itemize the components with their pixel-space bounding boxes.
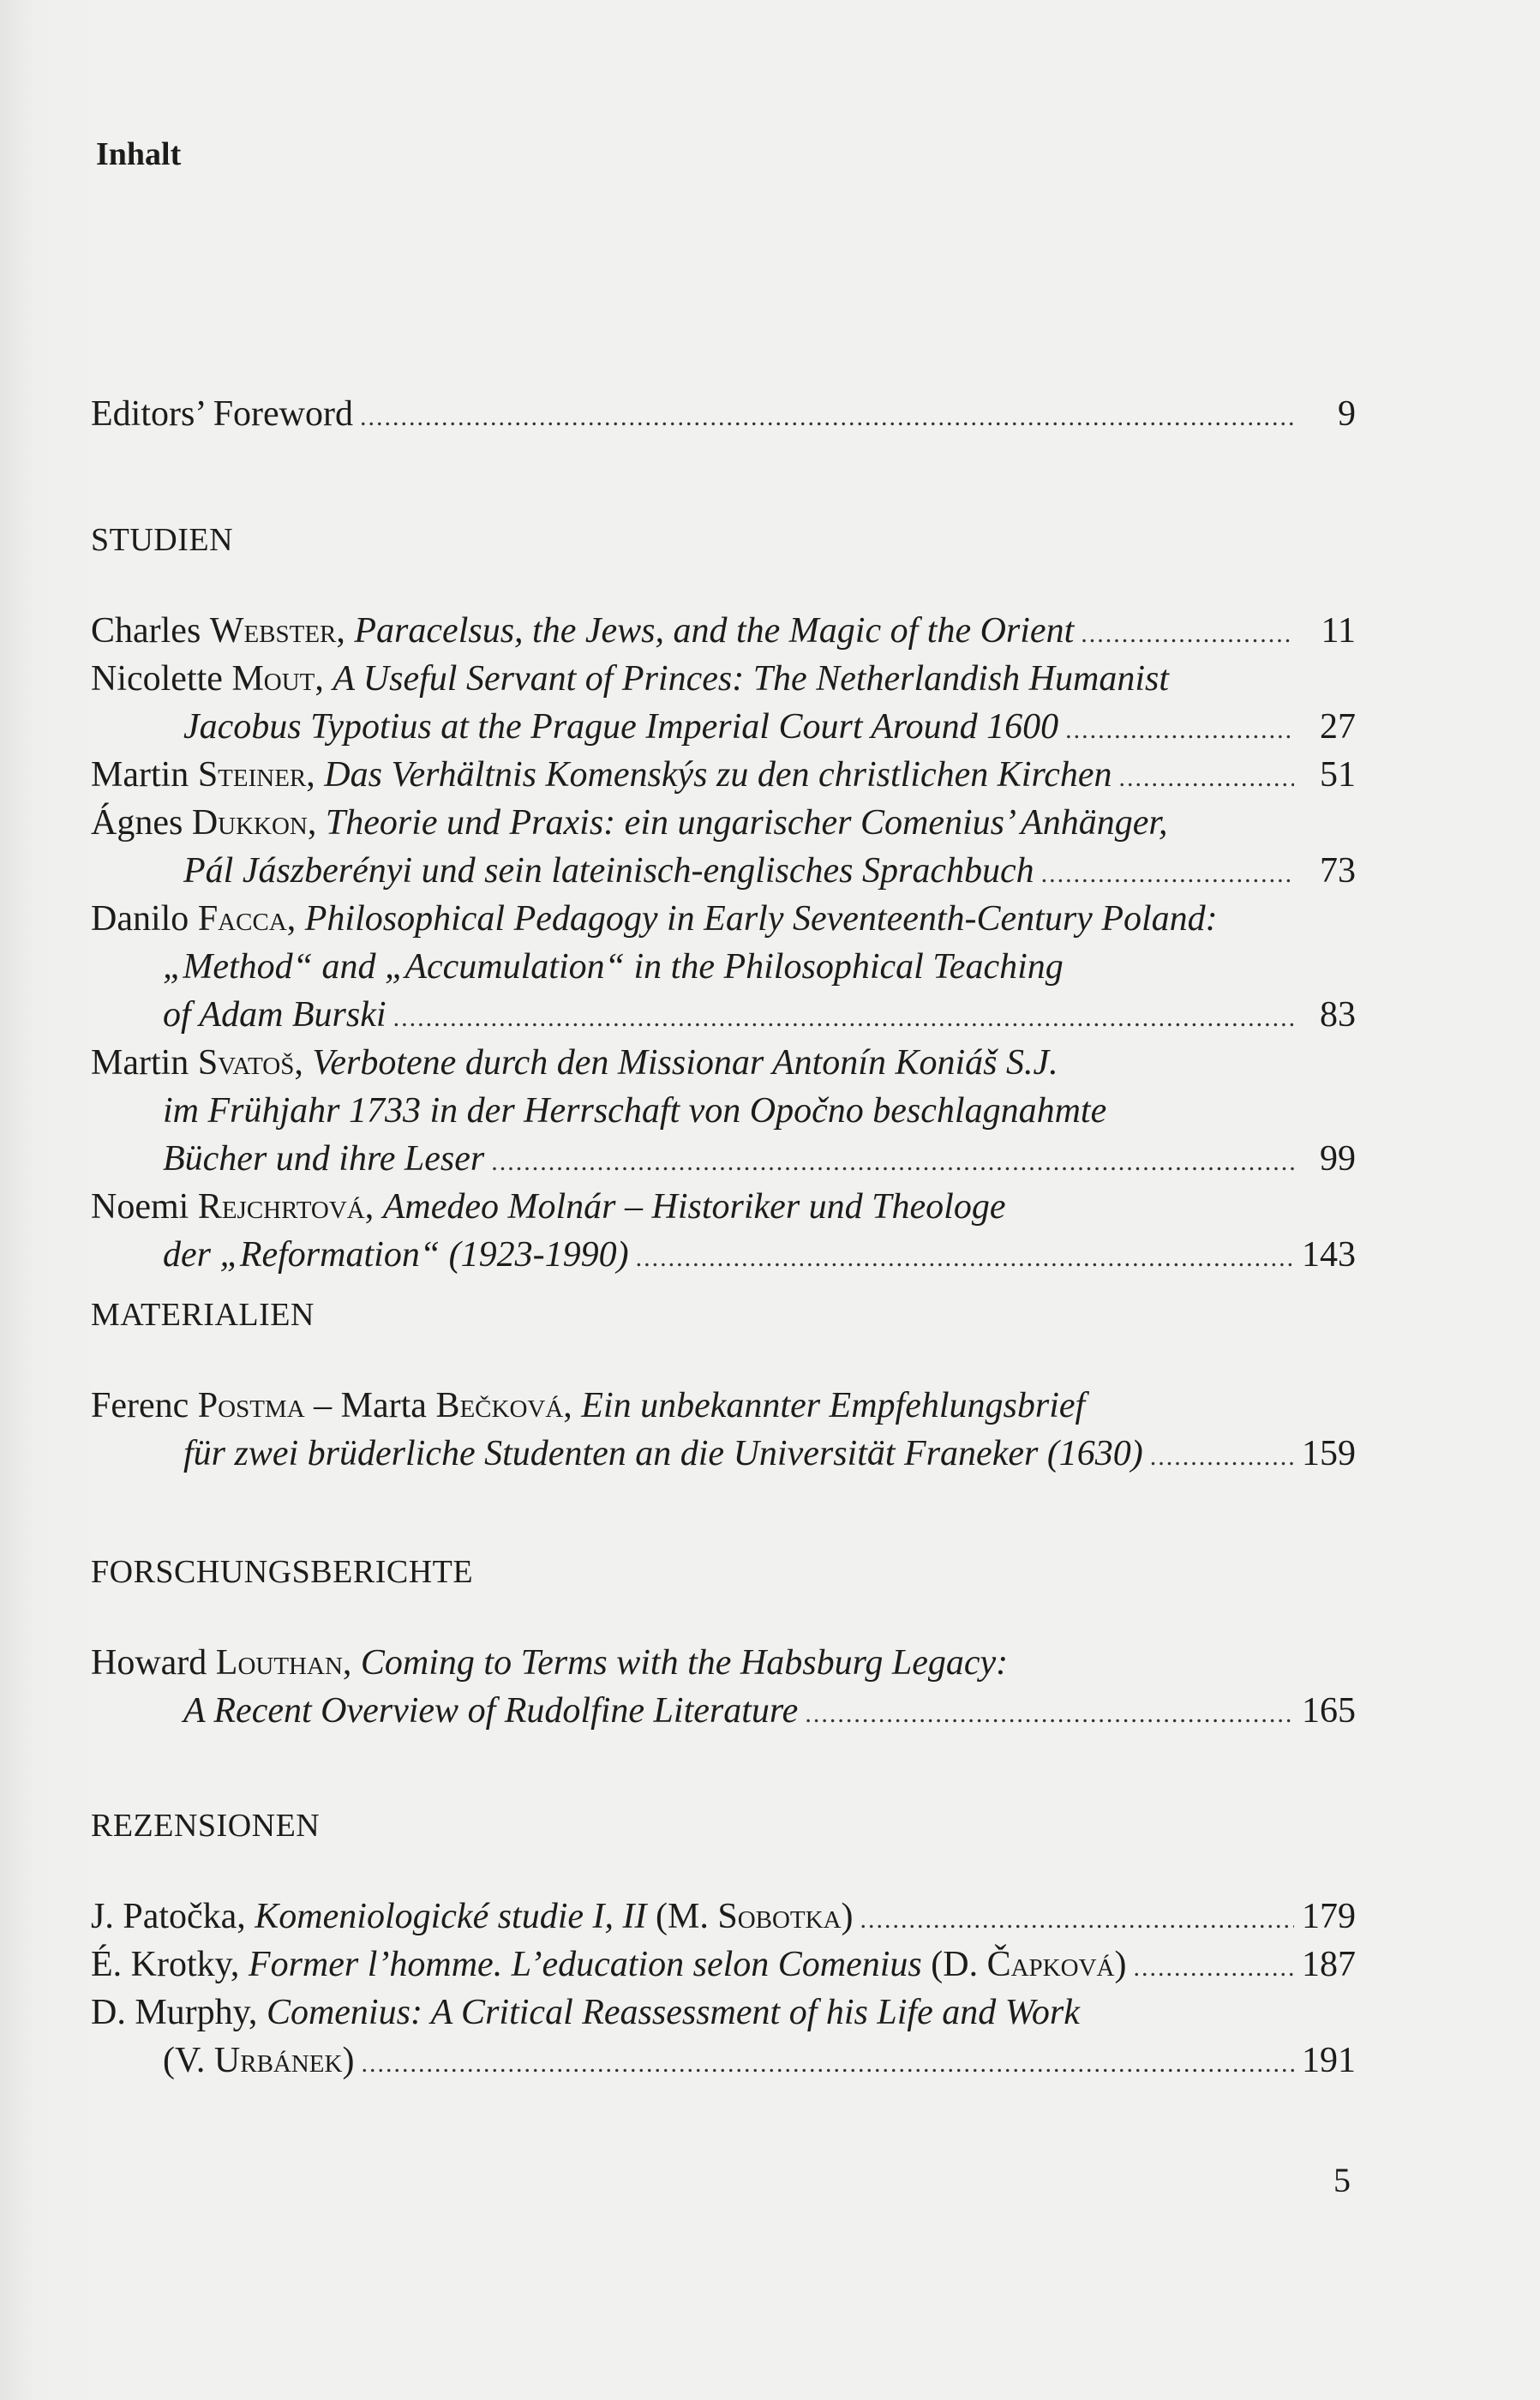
entry-title: Theorie und Praxis: ein ungarischer Comenius’ Anhänger, [325,803,1168,843]
review-author: J. Patočka, [91,1897,246,1936]
author-surname: Bečková, [435,1386,572,1425]
entry-title: Das Verhältnis Komenskýs zu den christlichen Kirchen [324,755,1112,795]
author-surname: Rejchrtová, [197,1187,375,1227]
entry-title: Comenius: A Critical Reassessment of his Life and Work [266,1993,1080,2032]
toc-entry[interactable]: Martin Svatoš, Verbotene durch den Missionar Antonín Koniáš S.J. im Frühjahr 1733 in der Herrschaft von Opočno beschlagnahmte Bücher und ihre Leser ..... 99 [91,1039,1356,1183]
page-number: 9 [1338,394,1356,434]
page-number: 51 [1320,755,1356,795]
toc-entry-foreword[interactable] [91,390,1356,438]
dot-leader [1150,1433,1294,1481]
toc-entry[interactable]: É. Krotky, Former l’homme. L’education selon Comenius (D. Čapková ) ..... 187 [91,1941,1356,1989]
entry-title: Komeniologické studie I, II [255,1897,647,1936]
toc-entry[interactable]: Ágnes Dukkon, Theorie und Praxis: ein ungarischer Comenius’ Anhänger, Pál Jászberényi und sein lateinisch-englisches Sprachbuch ..... 73 [91,799,1356,895]
dot-leader [1065,706,1294,754]
section-heading-forschungsberichte: FORSCHUNGSBERICHTE [91,1554,474,1590]
page-title: Inhalt [96,136,182,172]
author-surname: Louthan, [215,1643,352,1683]
dot-leader [1119,754,1294,802]
page-number: 83 [1320,995,1356,1035]
toc-entry[interactable]: J. Patočka, Komeniologické studie I, II (M. Sobotka ) ..... 179 [91,1893,1356,1941]
review-author: É. Krotky, [91,1945,240,1984]
entry-title: Amedeo Molnár – Historiker und Theologe [382,1187,1006,1227]
author-surname: Postma [197,1386,305,1425]
entry-title: Former l’homme. L’education selon Comenius [248,1945,922,1984]
entry-title: Coming to Terms with the Habsburg Legacy: [360,1643,1009,1683]
entry-title-cont: Jacobus Typotius at the Prague Imperial Court Around 1600 [183,707,1059,747]
page-number: 159 [1302,1434,1356,1473]
toc-entry[interactable]: Nicolette Mout, A Useful Servant of Princes: The Netherlandish Humanist Jacobus Typotius at the Prague Imperial Court Around 1600 ..... 27 [91,655,1356,751]
toc-entry[interactable]: Martin Steiner, Das Verhältnis Komenskýs zu den christlichen Kirchen ..... 51 [91,751,1356,799]
entry-title: Ein unbekannter Empfehlungsbrief [581,1386,1086,1425]
entry-title-cont: der „Reformation“ (1923-1990) [163,1235,629,1275]
page-number: 99 [1320,1139,1356,1179]
toc-entry[interactable]: Charles Webster, Paracelsus, the Jews, and the Magic of the Orient ..... 11 [91,607,1356,655]
entry-title: Paracelsus, the Jews, and the Magic of the Orient [354,611,1075,651]
dot-leader [805,1690,1294,1738]
dot-leader [361,2040,1294,2088]
page-number: 11 [1321,611,1356,651]
toc-entry[interactable]: Howard Louthan, Coming to Terms with the Habsburg Legacy: A Recent Overview of Rudolfine Literature ..... 165 [91,1639,1356,1735]
toc-entry[interactable]: Noemi Rejchrtová, Amedeo Molnár – Historiker und Theologe der „Reformation“ (1923-1990) ..... 143 [91,1183,1356,1279]
page-number: 187 [1302,1945,1356,1984]
section-heading-studien: STUDIEN [91,522,234,558]
toc-entry[interactable]: Ferenc Postma – Marta Bečková, Ein unbekannter Empfehlungsbrief für zwei brüderliche Studenten an die Universität Franeker (1630) ..... 159 [91,1382,1356,1478]
dot-leader [1081,610,1294,658]
section-heading-materialien: MATERIALIEN [91,1297,315,1333]
author-surname: Facca, [197,899,297,939]
author-surname: Mout, [231,659,324,699]
review-author: D. Murphy, [91,1993,258,2032]
toc-entry[interactable]: Danilo Facca, Philosophical Pedagogy in Early Seventeenth-Century Poland: „Method“ and „Accumulation“ in the Philosophical Teaching of Adam Burski ..... 83 [91,895,1356,1039]
entry-title-cont: of Adam Burski [163,995,386,1035]
page-number: 179 [1302,1897,1356,1936]
dot-leader [636,1234,1294,1282]
page-folio: 5 [1333,2161,1351,2199]
entry-title-cont: Bücher und ihre Leser [163,1139,485,1179]
entry-title-cont: Pál Jászberényi und sein lateinisch-englisches Sprachbuch [183,851,1034,891]
reviewer-name: Urbánek [213,2041,343,2080]
entry-title: Verbotene durch den Missionar Antonín Koniáš S.J. [312,1043,1058,1083]
dot-leader [393,994,1294,1042]
entry-label: Editors’ Foreword [91,394,353,434]
dot-leader [860,1896,1294,1944]
author-surname: Webster, [209,611,345,651]
dot-leader [360,393,1294,441]
entry-title-cont: im Frühjahr 1733 in der Herrschaft von Opočno beschlagnahmte [163,1091,1107,1131]
entry-title: Philosophical Pedagogy in Early Seventeenth-Century Poland: [304,899,1218,939]
page-number: 143 [1302,1235,1356,1275]
reviewer-name: Sobotka [717,1897,842,1936]
page-number: 73 [1320,851,1356,891]
dot-leader [1041,850,1294,898]
entry-title: A Useful Servant of Princes: The Netherlandish Humanist [333,659,1170,699]
entry-title-cont: A Recent Overview of Rudolfine Literature [183,1691,799,1731]
page-number: 27 [1320,707,1356,747]
author-surname: Steiner, [197,755,315,795]
page-number: 165 [1302,1691,1356,1731]
dot-leader [1133,1944,1294,1992]
section-heading-rezensionen: REZENSIONEN [91,1808,321,1844]
entry-title-cont: „Method“ and „Accumulation“ in the Philosophical Teaching [163,947,1064,987]
author-surname: Svatoš, [197,1043,303,1083]
author-surname: Dukkon, [191,803,317,843]
toc-entry[interactable]: D. Murphy, Comenius: A Critical Reassessment of his Life and Work (V. Urbánek ) ..... 191 [91,1989,1356,2085]
reviewer-name: Čapková [986,1945,1115,1984]
dot-leader [491,1138,1294,1186]
page-number: 191 [1302,2041,1356,2080]
entry-title-cont: für zwei brüderliche Studenten an die Universität Franeker (1630) [183,1434,1143,1473]
